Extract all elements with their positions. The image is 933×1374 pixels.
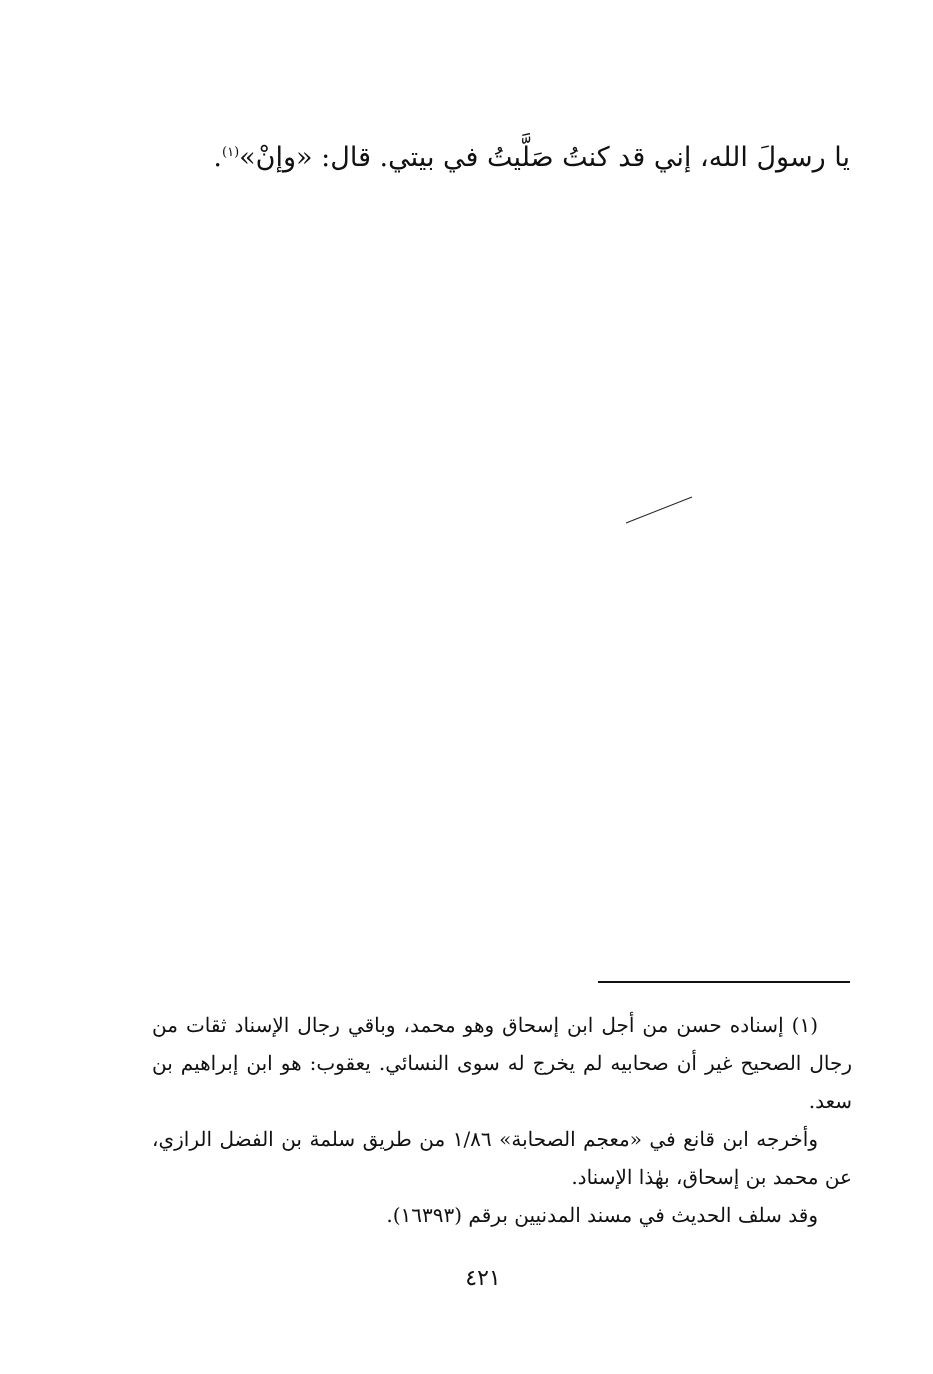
footnotes-section: [152, 1006, 852, 1234]
main-text-end-punct: .: [213, 142, 222, 173]
page-number: ٤٢١: [465, 1266, 501, 1291]
main-text-body: يا رسولَ الله، إني قد كنتُ صَلَّيتُ في بيتي. قال: «وإنْ»: [239, 142, 850, 173]
footnote-1-paragraph-1: (١) إسناده حسن من أجل ابن إسحاق وهو محمد، وباقي رجال الإسناد ثقات من رجال الصحيح غير أن صحابيه لم يخرج له سوى النسائي. يعقوب: هو ابن إبراهيم بن سعد.: [152, 1013, 852, 1113]
footnote-1-paragraph-2: وأخرجه ابن قانع في «معجم الصحابة» ١/٨٦ من طريق سلمة بن الفضل الرازي، عن محمد بن إسحاق، بهٰذا الإسناد.: [152, 1127, 852, 1189]
main-text-line: [150, 136, 850, 180]
stray-pen-mark: [623, 493, 695, 527]
footnote-1-paragraph-3: وقد سلف الحديث في مسند المدنيين برقم (١٦٣٩٣).: [386, 1203, 818, 1227]
footnote-reference: (١): [222, 145, 240, 160]
footnote-separator-rule: [598, 981, 850, 983]
